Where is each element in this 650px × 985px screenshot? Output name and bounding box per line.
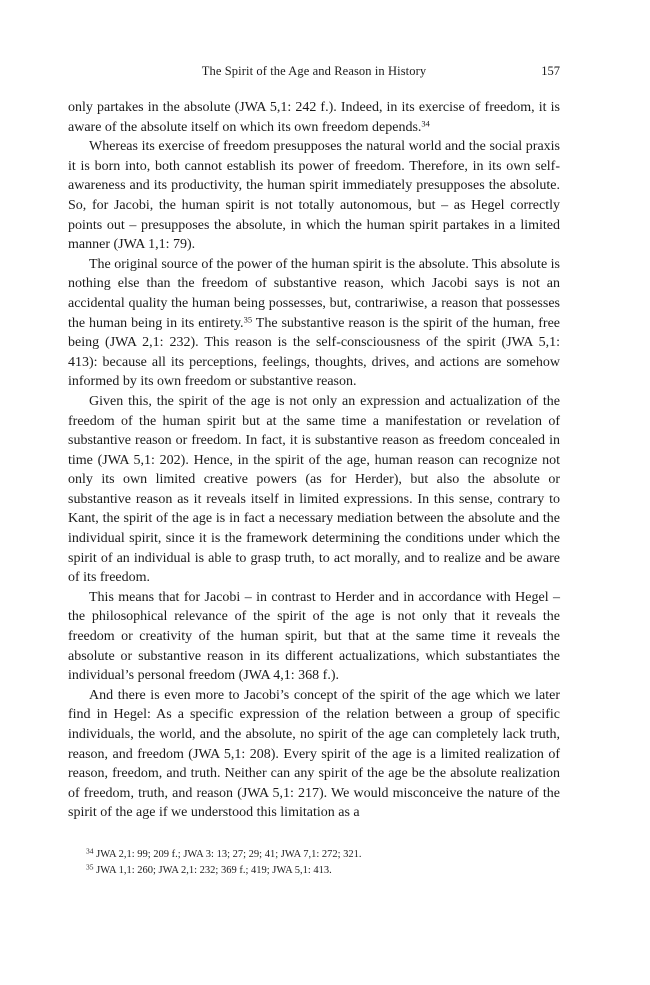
paragraph-1: only partakes in the absolute (JWA 5,1: 242 f.). Indeed, in its exercise of freedom, it is aware of the absolute itself on which its own freedom depends.$^{34}$ bbox=[68, 100, 560, 135]
footnote-34: $^{34}$ JWA 2,1: 99; 209 f.; JWA 3: 13; 27; 29; 41; JWA 7,1: 272; 321. bbox=[86, 846, 362, 860]
paragraph-2: Whereas its exercise of freedom presupposes the natural world and the social praxis it is born into, both cannot establish its power of freedom. Therefore, in its own self-awareness and its productivity, the human spirit immediately presupposes the absolute. So, for Jacobi, the human spirit is not totally autonomous, but – as Hegel correctly points out – presupposes the absolute, in which the human spirit partakes in a limited manner (JWA 1,1: 79). bbox=[68, 139, 560, 253]
body-text bbox=[68, 98, 560, 823]
page-number: 157 bbox=[541, 64, 560, 78]
paragraph-3: The original source of the power of the human spirit is the absolute. This absolute is nothing else than the freedom of substantive reason, which Jacobi says is not an accidental quality the human being possesses, but, contrariwise, a reason that possesses the human being in its entirety.$^{35}$ The substantive reason is the spirit of the human, free being (JWA 2,1: 232). This reason is the self-consciousness of the spirit (JWA 5,1: 413): because all its perceptions, feelings, thoughts, drives, and actions are somehow informed by its own freedom or substantive reason. bbox=[68, 256, 561, 390]
running-head: The Spirit of the Age and Reason in History bbox=[201, 64, 427, 78]
paragraph-4: Given this, the spirit of the age is not only an expression and actualization of the freedom of the human spirit but at the same time a manifestation or revelation of substantive reason or freedom. In fact, it is substantive reason as freedom concealed in time (JWA 5,1: 202). Hence, in the spirit of the age, human reason can recognize not only its own limited creative powers (as for Herder), but also the absolute or substantive reason as it reveals itself in limited expressions. In this sense, contrary to Kant, the spirit of the age is in fact a necessary mediation between the absolute and the individual spirit, since it is the framework determining the conditions under which the spirit of an individual is able to grasp truth, to act morally, and to realize and be aware of its freedom. bbox=[68, 393, 560, 586]
footnote-ref-34[interactable]: 34 bbox=[421, 118, 430, 129]
paragraph-6: And there is even more to Jacobi’s concept of the spirit of the age which we later find in Hegel: As a specific expression of the relation between a group of specific individuals, the world, and the absolute, no spirit of the age can completely lack truth, reason, and freedom (JWA 5,1: 208). Every spirit of the age is a limited realization of reason, freedom, and truth. Neither can any spirit of the age be the absolute realization of freedom, truth, and reason (JWA 5,1: 217). We would misconceive the nature of the spirit of the age if we understood this limitation as a bbox=[68, 687, 560, 821]
footnote-ref-35[interactable]: 35 bbox=[243, 314, 253, 325]
paragraph-5: This means that for Jacobi – in contrast to Herder and in accordance with Hegel – the philosophical relevance of the spirit of the age is not only that it reveals the freedom or creativity of the human spirit, but that at the same time it reveals the absolute or substantive reason in its different actualizations, which substantiates the individual’s personal freedom (JWA 4,1: 368 f.). bbox=[68, 589, 560, 684]
footnote-35: $^{35}$ JWA 1,1: 260; JWA 2,1: 232; 369 f.; 419; JWA 5,1: 413. bbox=[86, 862, 332, 876]
footnotes bbox=[86, 847, 560, 878]
page-header bbox=[68, 64, 560, 82]
